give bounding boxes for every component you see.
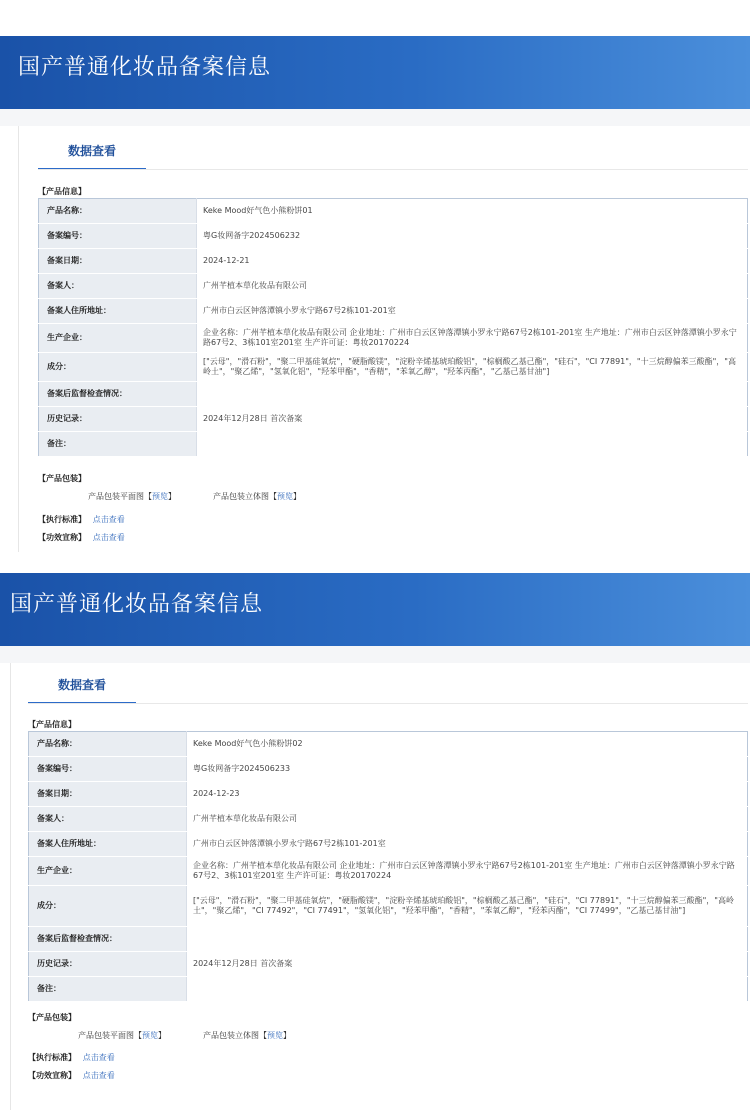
row-value [197,432,748,457]
row-value: 广州芊植本草化妆品有限公司 [187,807,748,832]
table-row [39,407,748,432]
record-panel-2 [0,566,750,1110]
section-standard [28,1052,115,1063]
standard-view-link[interactable]: 点击查看 [82,1053,115,1062]
package-3d-image: 产品包装立体图【预览】 [213,492,301,501]
row-value: 2024-12-23 [187,782,748,807]
row-label: 备注： [39,432,197,457]
claims-view-link[interactable]: 点击查看 [82,1071,115,1080]
tab-divider [28,703,748,704]
table-row [39,353,748,382]
row-value: Keke Mood好气色小熊粉饼01 [197,199,748,224]
table-row [29,732,748,757]
table-row [29,886,748,927]
tab-data-view[interactable]: 数据查看 [28,674,136,704]
table-row [39,274,748,299]
row-value [187,977,748,1002]
section-claims [28,1070,115,1081]
section-standard-label: 【执行标准】 [38,515,86,524]
row-label: 备案编号： [29,757,187,782]
row-label: 备案人： [39,274,197,299]
tab-divider [38,169,748,170]
table-row [29,952,748,977]
table-row [39,324,748,353]
row-label: 备案人住所地址： [39,299,197,324]
row-value: ["云母"，"滑石粉"，"聚二甲基硅氧烷"，"硬脂酸镁"，"淀粉辛烯基琥珀酸铝"，"棕榈酸乙基己酯"，"硅石"，"CI 77891"，"十三烷醇偏苯三酸酯"，"高岭土"，"聚乙烯"，"CI 77492"，"CI 77491"，"氢氧化铝"，"羟苯甲酯"，"香精"，"苯氧乙醇"，"羟苯丙酯"，"CI 77499"，"乙基己基甘油"] [187,886,748,927]
row-label: 备案日期： [39,249,197,274]
package-flat-label: 产品包装平面图 [88,492,144,501]
package-flat-preview-link[interactable]: 预览 [142,1031,158,1040]
table-row [39,199,748,224]
section-standard [38,514,125,525]
row-label: 备案后监督检查情况： [39,382,197,407]
section-product-info: 【产品信息】 [38,187,86,196]
row-label: 历史记录： [29,952,187,977]
table-row [39,224,748,249]
row-value: ["云母"，"滑石粉"，"聚二甲基硅氧烷"，"硬脂酸镁"，"淀粉辛烯基琥珀酸铝"，"棕榈酸乙基己酯"，"硅石"，"CI 77891"，"十三烷醇偏苯三酸酯"，"高岭土"，"聚乙烯"，"氢氧化铝"，"羟苯甲酯"，"香精"，"苯氧乙醇"，"羟苯丙酯"，"乙基己基甘油"] [197,353,748,382]
row-value: 2024年12月28日 首次备案 [187,952,748,977]
package-3d-image: 产品包装立体图【预览】 [203,1031,291,1040]
table-row [29,832,748,857]
row-label: 备案编号： [39,224,197,249]
section-packaging: 【产品包装】 [28,1013,76,1022]
row-label: 备案日期： [29,782,187,807]
row-label: 产品名称： [29,732,187,757]
table-row [39,432,748,457]
table-row [39,382,748,407]
package-3d-preview-link[interactable]: 预览 [267,1031,283,1040]
table-row [39,249,748,274]
row-label: 备案人住所地址： [29,832,187,857]
row-value: 广州市白云区钟落潭镇小罗永宁路67号2栋101-201室 [197,299,748,324]
section-claims [38,532,125,543]
product-info-table [28,731,748,1002]
row-value: 企业名称：广州芊植本草化妆品有限公司 企业地址：广州市白云区钟落潭镇小罗永宁路67号2栋101-201室 生产地址：广州市白云区钟落潭镇小罗永宁路67号2、3栋101室201室 生产许可证：粤妆20170224 [197,324,748,353]
row-value: 2024年12月28日 首次备案 [197,407,748,432]
table-row [29,927,748,952]
row-label: 生产企业： [39,324,197,353]
section-claims-label: 【功效宣称】 [28,1071,76,1080]
row-value: 2024-12-21 [197,249,748,274]
package-3d-label: 产品包装立体图 [203,1031,259,1040]
row-value: Keke Mood好气色小熊粉饼02 [187,732,748,757]
row-value: 粤G妆网备字2024506233 [187,757,748,782]
row-value [187,927,748,952]
claims-view-link[interactable]: 点击查看 [92,533,125,542]
row-label: 备注： [29,977,187,1002]
table-row [39,299,748,324]
package-flat-label: 产品包装平面图 [78,1031,134,1040]
table-row [29,782,748,807]
row-label: 成分： [39,353,197,382]
page-header-banner [0,573,750,646]
row-label: 备案后监督检查情况： [29,927,187,952]
page-title: 国产普通化妆品备案信息 [18,55,272,80]
table-row [29,807,748,832]
table-row [29,857,748,886]
row-label: 生产企业： [29,857,187,886]
table-row [29,977,748,1002]
row-label: 备案人： [29,807,187,832]
section-product-info: 【产品信息】 [28,720,76,729]
package-flat-preview-link[interactable]: 预览 [152,492,168,501]
row-value [197,382,748,407]
section-standard-label: 【执行标准】 [28,1053,76,1062]
row-label: 历史记录： [39,407,197,432]
product-info-table [38,198,748,457]
package-flat-image: 产品包装平面图【预览】 [88,492,176,501]
section-claims-label: 【功效宣称】 [38,533,86,542]
page-background [0,646,750,663]
package-3d-label: 产品包装立体图 [213,492,269,501]
row-label: 成分： [29,886,187,927]
table-row [29,757,748,782]
page-title: 国产普通化妆品备案信息 [10,592,264,617]
row-value: 粤G妆网备字2024506232 [197,224,748,249]
section-packaging: 【产品包装】 [38,474,86,483]
row-value: 广州市白云区钟落潭镇小罗永宁路67号2栋101-201室 [187,832,748,857]
record-panel-1 [0,0,750,552]
row-label: 产品名称： [39,199,197,224]
page-background [0,109,750,126]
tab-data-view[interactable]: 数据查看 [38,140,146,170]
page-header-banner [0,36,750,109]
row-value: 企业名称：广州芊植本草化妆品有限公司 企业地址：广州市白云区钟落潭镇小罗永宁路67号2栋101-201室 生产地址：广州市白云区钟落潭镇小罗永宁路67号2、3栋101室201室 生产许可证：粤妆20170224 [187,857,748,886]
package-3d-preview-link[interactable]: 预览 [277,492,293,501]
standard-view-link[interactable]: 点击查看 [92,515,125,524]
package-flat-image: 产品包装平面图【预览】 [78,1031,166,1040]
row-value: 广州芊植本草化妆品有限公司 [197,274,748,299]
